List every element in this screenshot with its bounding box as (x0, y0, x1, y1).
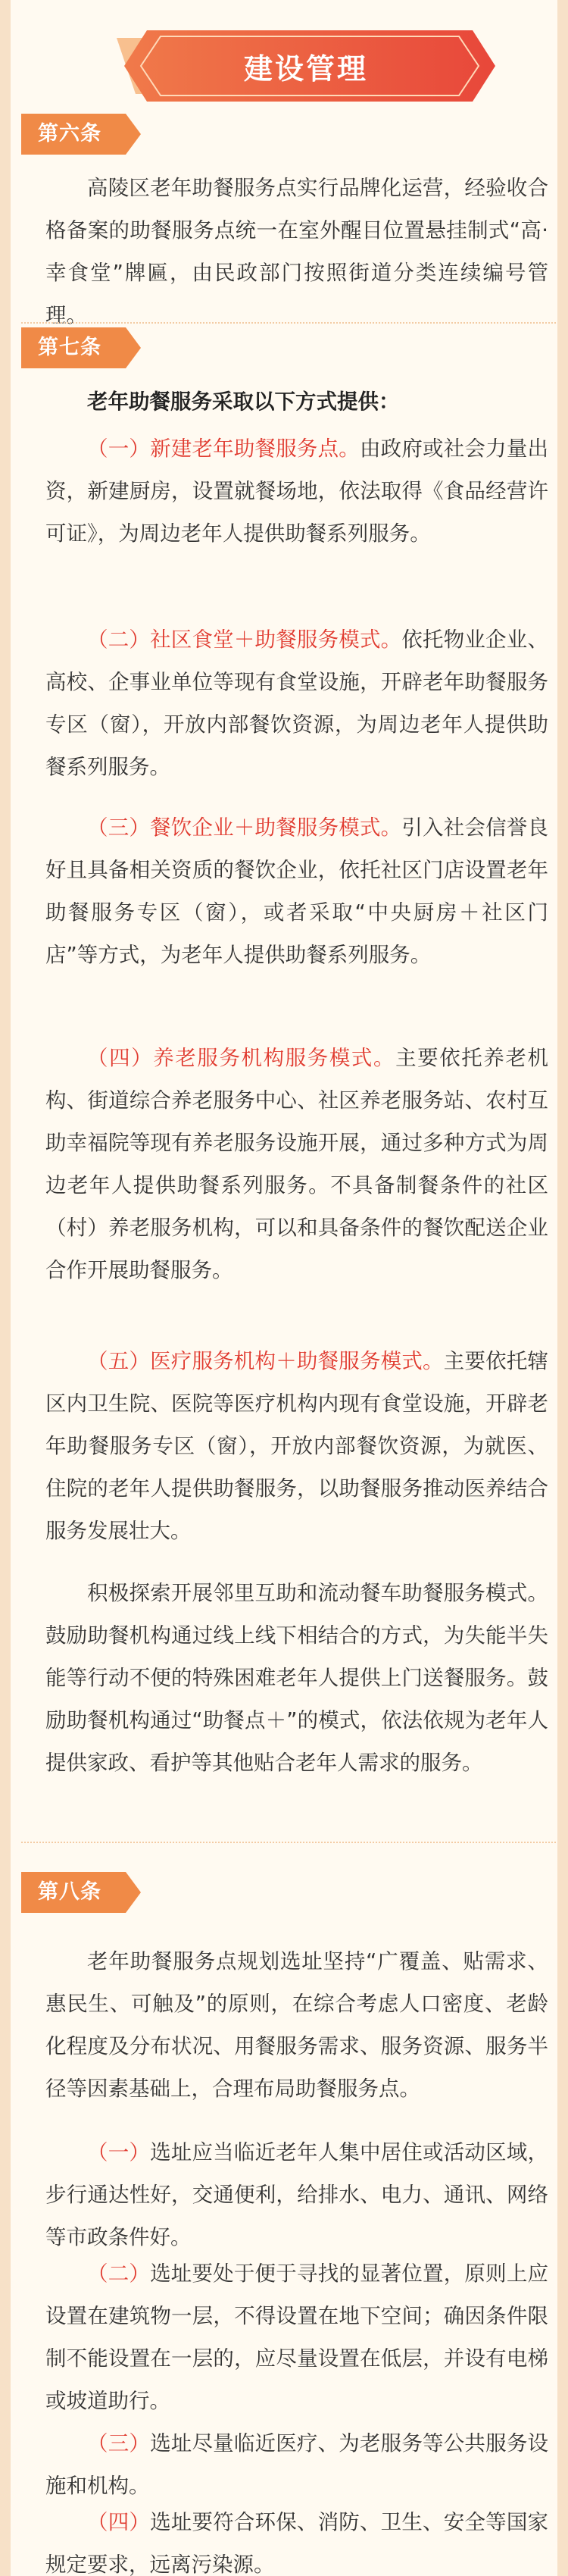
article-7-closing: 积极探索开展邻里互助和流动餐车助餐服务模式。鼓励助餐机构通过线上线下相结合的方式，为失能半失能等行动不便的特殊困难老年人提供上门送餐服务。鼓励助餐机构通过“助餐点＋”的模式，依法依规为老年人提供家政、看护等其他贴合老年人需求的服务。 (45, 1581, 548, 1775)
item-body: 主要依托辖区内卫生院、医院等医疗机构内现有食堂设施，开辟老年助餐服务专区（窗），开放内部餐饮资源，为就医、住院的老年人提供助餐服务，以助餐服务推动医养结合服务发展壮大。 (45, 1349, 549, 1543)
item-number: （一） (87, 2140, 151, 2164)
item-body: 选址尽量临近医疗、为老服务等公共服务设施和机构。 (45, 2431, 549, 2498)
article-8-tag (21, 1872, 141, 1913)
article-7-item-2 (45, 618, 548, 788)
article-8-item-1 (45, 2131, 548, 2258)
article-7-tag (21, 327, 141, 368)
item-body: 由政府或社会力量出资，新建厨房，设置就餐场地，依法取得《食品经营许可证》，为周边老年人提供助餐系列服务。 (45, 437, 549, 546)
item-number: （四） (87, 2510, 151, 2534)
article-7-item-3 (45, 806, 548, 976)
item-body: 引入社会信誉良好且具备相关资质的餐饮企业，依托社区门店设置老年助餐服务专区（窗），或者采取“中央厨房＋社区门店”等方式，为老年人提供助餐系列服务。 (45, 815, 549, 967)
article-8-intro: 老年助餐服务点规划选址坚持“广覆盖、贴需求、惠民生、可触及”的原则，在综合考虑人口密度、老龄化程度及分布状况、用餐服务需求、服务资源、服务半径等因素基础上，合理布局助餐服务点。 (45, 1949, 548, 2101)
article-7-intro-text: 老年助餐服务采取以下方式提供： (87, 390, 400, 414)
item-heading: （四）养老服务机构服务模式。 (87, 1046, 396, 1070)
item-number: （三） (87, 2431, 151, 2455)
article-8-label: 第八条 (38, 1880, 101, 1904)
article-6-label: 第六条 (38, 122, 101, 146)
item-body: 选址应当临近老年人集中居住或活动区域，步行通达性好，交通便利，给排水、电力、通讯、网络等市政条件好。 (45, 2140, 549, 2249)
item-body: 选址要符合环保、消防、卫生、安全等国家规定要求，远离污染源。 (45, 2510, 549, 2576)
article-8-item-3 (45, 2422, 548, 2507)
article-7-intro (45, 380, 548, 423)
item-body: 选址要处于便于寻找的显著位置，原则上应设置在建筑物一层，不得设置在地下空间；确因条件限制不能设置在一层的，应尽量设置在低层，并设有电梯或坡道助行。 (45, 2261, 549, 2413)
article-7-label: 第七条 (38, 336, 101, 359)
article-7-item-5 (45, 1340, 548, 1552)
divider (21, 322, 568, 324)
article-7-item-4 (45, 1037, 548, 1291)
article-6-tag (21, 114, 141, 155)
item-heading: （三）餐饮企业＋助餐服务模式。 (87, 815, 402, 840)
item-body: 主要依托养老机构、街道综合养老服务中心、社区养老服务站、农村互助幸福院等现有养老服务设施开展，通过多种方式为周边老年人提供助餐系列服务。不具备制餐条件的社区（村）养老服务机构，可以和具备条件的餐饮配送企业合作开展助餐服务。 (45, 1046, 549, 1282)
divider (21, 1842, 568, 1843)
item-heading: （二）社区食堂＋助餐服务模式。 (87, 628, 402, 652)
section-banner (117, 30, 495, 102)
article-8-item-2 (45, 2252, 548, 2422)
item-body: 依托物业企业、高校、企事业单位等现有食堂设施，开辟老年助餐服务专区（窗），开放内部餐饮资源，为周边老年人提供助餐系列服务。 (45, 628, 549, 779)
article-7-item-1 (45, 427, 548, 555)
item-heading: （五）医疗服务机构＋助餐服务模式。 (87, 1349, 444, 1373)
item-heading: （一）新建老年助餐服务点。 (87, 437, 360, 461)
banner-title: 建设管理 (243, 52, 368, 86)
article-6-paragraph: 高陵区老年助餐服务点实行品牌化运营，经验收合格备案的助餐服务点统一在室外醒目位置悬挂制式“高·幸食堂”牌匾，由民政部门按照街道分类连续编号管理。 (45, 176, 548, 327)
article-8-item-4 (45, 2501, 548, 2576)
item-number: （二） (87, 2261, 151, 2286)
